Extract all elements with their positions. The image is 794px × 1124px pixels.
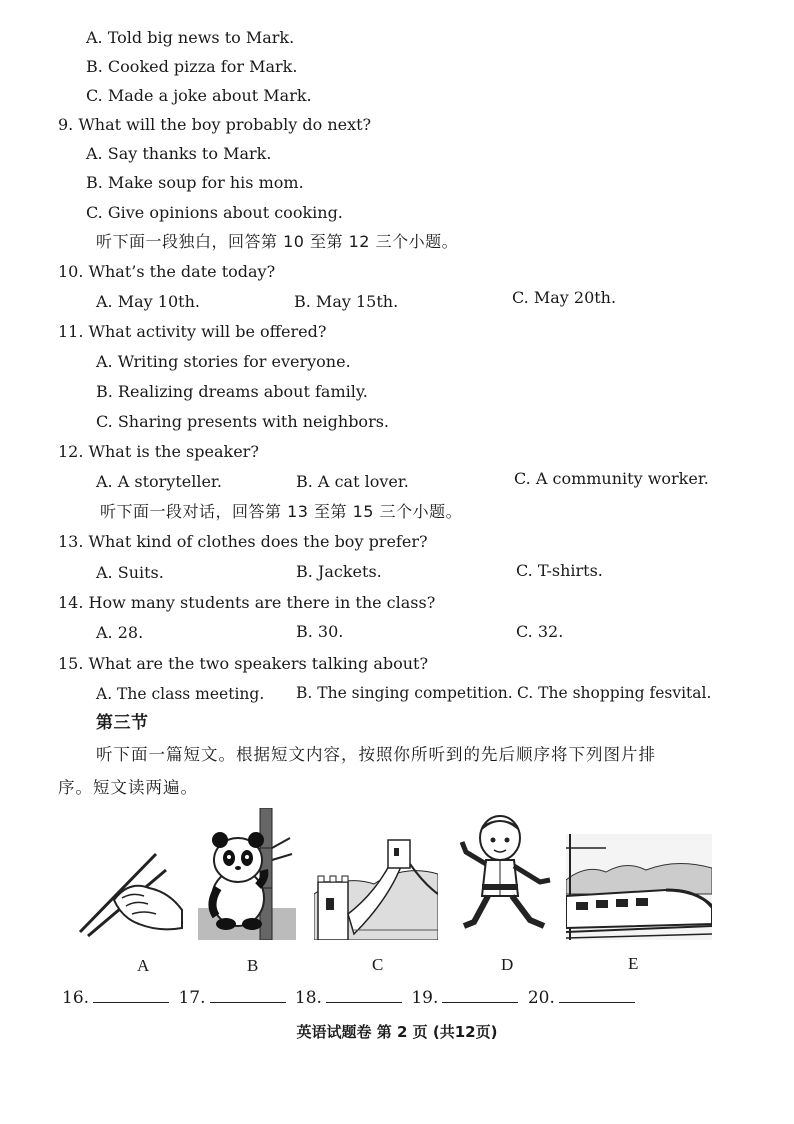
answer-blank-16[interactable] <box>93 988 169 1003</box>
great-wall-icon <box>314 834 438 940</box>
q11-option-a: A. Writing stories for everyone. <box>96 352 351 371</box>
section-3-instruction-1: 听下面一篇短文。根据短文内容，按照你所听到的先后顺序将下列图片排 <box>96 745 656 764</box>
picture-label-b: B <box>247 956 259 975</box>
q9-option-c: C. Give opinions about cooking. <box>86 203 343 222</box>
panda-icon <box>198 808 296 940</box>
q14-option-a: A. 28. <box>96 623 144 642</box>
q11-option-b: B. Realizing dreams about family. <box>96 382 368 401</box>
section-3-title: 第三节 <box>96 713 149 733</box>
instruction-dialogue: 听下面一段对话，回答第 13 至第 15 三个小题。 <box>100 502 463 521</box>
q15-option-a: A. The class meeting. <box>96 685 265 703</box>
answer-label-19: 19. <box>411 988 439 1008</box>
q12-option-b: B. A cat lover. <box>296 472 409 491</box>
answer-label-17: 17. <box>178 988 206 1008</box>
q9-stem: 9. What will the boy probably do next? <box>58 115 372 134</box>
high-speed-train-icon <box>566 834 712 940</box>
kungfu-boy-icon <box>460 812 556 936</box>
q13-option-a: A. Suits. <box>96 563 164 582</box>
answer-label-20: 20. <box>527 988 555 1008</box>
q9-option-b: B. Make soup for his mom. <box>86 173 304 192</box>
q12-stem: 12. What is the speaker? <box>58 442 259 461</box>
q10-stem: 10. What’s the date today? <box>58 262 276 281</box>
q15-option-c: C. The shopping fesvital. <box>517 684 712 702</box>
q13-stem: 13. What kind of clothes does the boy prefer? <box>58 532 428 551</box>
q11-option-c: C. Sharing presents with neighbors. <box>96 412 390 431</box>
q13-option-b: B. Jackets. <box>296 562 382 581</box>
q11-stem: 11. What activity will be offered? <box>58 322 327 341</box>
q10-option-c: C. May 20th. <box>512 288 617 307</box>
q8-option-b: B. Cooked pizza for Mark. <box>86 57 298 76</box>
section-3-instruction-2: 序。短文读两遍。 <box>58 778 198 797</box>
q13-option-c: C. T-shirts. <box>516 561 603 580</box>
q14-stem: 14. How many students are there in the class? <box>58 593 436 612</box>
picture-label-e: E <box>628 954 639 973</box>
picture-label-d: D <box>501 955 514 974</box>
q12-option-c: C. A community worker. <box>514 469 709 488</box>
q10-option-a: A. May 10th. <box>96 292 200 311</box>
q15-option-b: B. The singing competition. <box>296 684 513 702</box>
q8-option-c: C. Made a joke about Mark. <box>86 86 312 105</box>
answer-row <box>62 988 639 1008</box>
answer-blank-17[interactable] <box>210 988 286 1003</box>
answer-label-16: 16. <box>62 988 90 1008</box>
answer-blank-20[interactable] <box>559 988 635 1003</box>
answer-label-18: 18. <box>294 988 322 1008</box>
chopsticks-icon <box>74 840 186 940</box>
picture-label-a: A <box>137 956 150 975</box>
q12-option-a: A. A storyteller. <box>96 472 222 491</box>
answer-blank-18[interactable] <box>326 988 402 1003</box>
q10-option-b: B. May 15th. <box>294 292 399 311</box>
q14-option-b: B. 30. <box>296 622 344 641</box>
q9-option-a: A. Say thanks to Mark. <box>86 144 272 163</box>
page-footer: 英语试题卷 第 2 页 (共12页) <box>296 1023 498 1041</box>
answer-blank-19[interactable] <box>442 988 518 1003</box>
instruction-monologue: 听下面一段独白，回答第 10 至第 12 三个小题。 <box>96 232 459 251</box>
q15-stem: 15. What are the two speakers talking about? <box>58 654 429 673</box>
q14-option-c: C. 32. <box>516 622 564 641</box>
picture-label-c: C <box>372 955 384 974</box>
q8-option-a: A. Told big news to Mark. <box>86 28 295 47</box>
